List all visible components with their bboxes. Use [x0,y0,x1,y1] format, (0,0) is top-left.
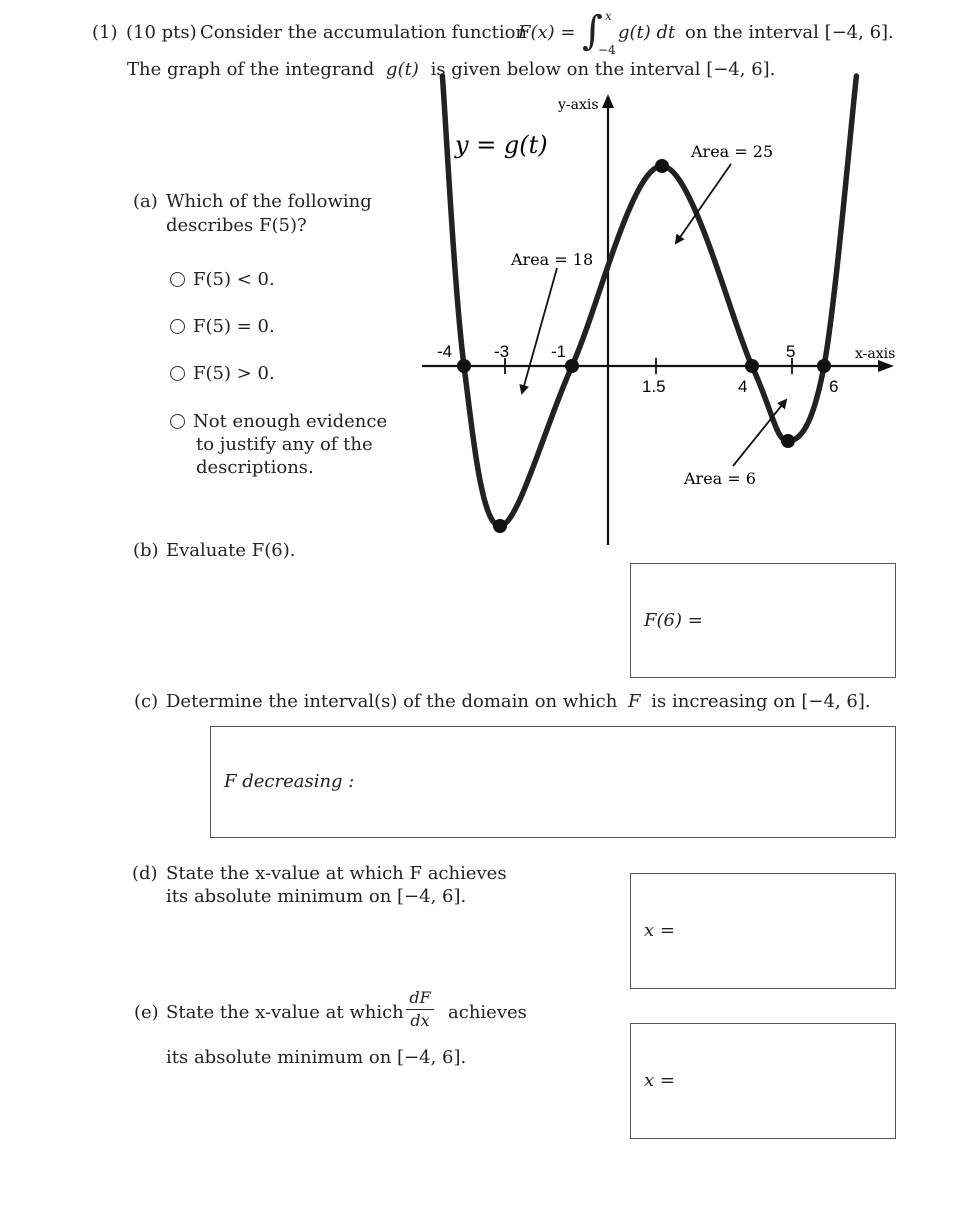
area-left-arrow [522,268,557,393]
problem-intro: Consider the accumulation function [200,22,528,43]
integral-sign: ∫ [582,8,603,54]
fraction-numerator: dF [409,988,431,1007]
option-not-enough-evidence[interactable] [170,411,387,432]
part-c-question: Determine the interval(s) of the domain on which F is increasing on [−4, 6]. [166,691,871,712]
option-text: F(5) > 0. [193,363,275,384]
option-f5-positive[interactable] [170,363,275,384]
part-b-label: (b) [133,540,159,561]
part-e-question-line2: its absolute minimum on [−4, 6]. [166,1047,467,1068]
curve-point-6 [817,359,831,373]
part-d-answer-box[interactable] [630,873,896,989]
part-b-answer-box[interactable] [630,563,896,678]
option-text: F(5) = 0. [193,316,275,337]
option-text: F(5) < 0. [193,269,275,290]
tick-label-5: 5 [786,342,796,361]
part-c-answer-prefix: F decreasing : [224,771,355,792]
part-c-answer-box[interactable] [210,726,896,838]
part-a-label: (a) [133,191,158,212]
part-d-answer-prefix: x = [644,920,675,941]
tick-label-neg1: -1 [551,342,567,361]
part-d-question-line1: State the x-value at which F achieves [166,863,507,884]
option-text-line1: Not enough evidence [193,411,388,432]
fraction-bar [406,1009,434,1010]
curve-point-4 [745,359,759,373]
tick-label-neg3: -3 [494,342,510,361]
option-f5-negative[interactable] [170,269,275,290]
integral-lower-limit: −4 [598,43,616,57]
option-f5-zero[interactable] [170,316,275,337]
curve-label: y = g(t) [455,131,548,159]
part-d-question-line2: its absolute minimum on [−4, 6]. [166,886,467,907]
option-text-line2: to justify any of the [196,434,373,455]
part-a-question-line1: Which of the following [166,191,372,212]
radio-icon[interactable] [170,366,185,381]
fraction-denominator: dx [410,1011,430,1030]
y-axis-label: y-axis [558,97,599,113]
y-axis-arrow-icon [602,94,614,108]
tick-label-1-5: 1.5 [642,377,666,396]
integral-upper-limit: x [605,9,612,23]
part-a-question-line2: describes F(5)? [166,215,307,236]
radio-icon[interactable] [170,272,185,287]
part-b-answer-prefix: F(6) = [644,610,703,631]
tick-label-6: 6 [829,377,839,396]
tick-label-neg4: -4 [437,342,453,361]
area-middle-label: Area = 25 [691,142,774,161]
part-e-question-suffix: achieves [448,1002,527,1023]
curve-point-0 [457,359,471,373]
radio-icon[interactable] [170,414,185,429]
interval-text: on the interval [−4, 6]. [685,22,894,43]
part-b-question: Evaluate F(6). [166,540,296,561]
radio-icon[interactable] [170,319,185,334]
function-lhs: F(x) = [518,22,576,43]
part-e-label: (e) [134,1002,159,1023]
part-d-label: (d) [132,863,158,884]
option-text-line3: descriptions. [196,457,314,478]
part-c-label: (c) [134,691,159,712]
part-e-answer-prefix: x = [644,1070,675,1091]
curve-point-1 [493,519,507,533]
area-left-label: Area = 18 [511,250,594,269]
part-e-answer-box[interactable] [630,1023,896,1139]
curve-point-3 [655,159,669,173]
problem-number: (1) [92,22,118,43]
part-e-fraction [404,988,436,1036]
part-e-question-prefix: State the x-value at which [166,1002,404,1023]
integrand: g(t) dt [618,22,676,43]
area-right-label: Area = 6 [684,469,756,488]
problem-line-2: The graph of the integrand g(t) is given below on the interval [−4, 6]. [127,59,776,80]
curve-point-5 [781,434,795,448]
problem-points: (10 pts) [126,22,197,43]
tick-label-4: 4 [738,377,748,396]
curve-point-2 [565,359,579,373]
x-axis-label: x-axis [855,346,896,362]
